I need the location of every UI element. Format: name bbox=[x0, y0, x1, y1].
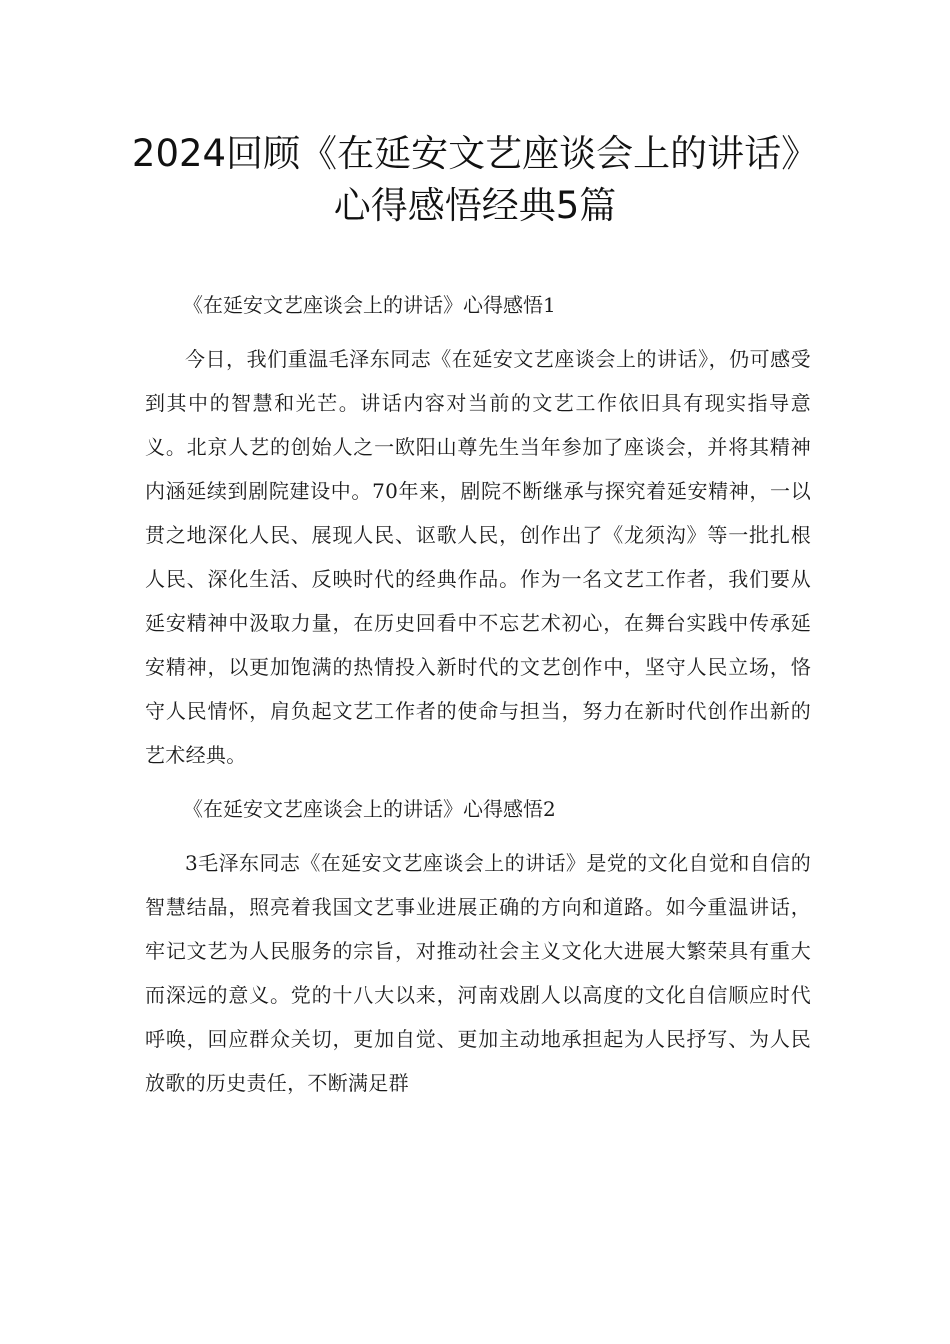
section-paragraph: 今日，我们重温毛泽东同志《在延安文艺座谈会上的讲话》，仍可感受到其中的智慧和光芒。讲话内容对当前的文艺工作依旧具有现实指导意义。北京人艺的创始人之一欧阳山尊先生当年参加了座谈会，并将其精神内涵延续到剧院建设中。70年来，剧院不断继承与探究着延安精神，一以贯之地深化人民、展现人民、讴歌人民，创作出了《龙须沟》等一批扎根人民、深化生活、反映时代的经典作品。作为一名文艺工作者，我们要从延安精神中汲取力量，在历史回看中不忘艺术初心，在舞台实践中传承延安精神，以更加饱满的热情投入新时代的文艺创作中，坚守人民立场，恪守人民情怀，肩负起文艺工作者的使命与担当，努力在新时代创作出新的艺术经典。 bbox=[145, 347, 811, 767]
section-heading: 《在延安文艺座谈会上的讲话》心得感悟2 bbox=[183, 797, 556, 821]
section-1 bbox=[145, 285, 811, 777]
document-title: 2024回顾《在延安文艺座谈会上的讲话》心得感悟经典5篇 bbox=[131, 132, 819, 227]
document-body bbox=[145, 285, 811, 1117]
section-heading: 《在延安文艺座谈会上的讲话》心得感悟1 bbox=[183, 293, 556, 317]
section-2 bbox=[145, 789, 811, 1105]
section-paragraph: 3毛泽东同志《在延安文艺座谈会上的讲话》是党的文化自觉和自信的智慧结晶，照亮着我国文艺事业进展正确的方向和道路。如今重温讲话，牢记文艺为人民服务的宗旨，对推动社会主义文化大进展大繁荣具有重大而深远的意义。党的十八大以来，河南戏剧人以高度的文化自信顺应时代呼唤，回应群众关切，更加自觉、更加主动地承担起为人民抒写、为人民放歌的历史责任，不断满足群 bbox=[145, 851, 811, 1095]
